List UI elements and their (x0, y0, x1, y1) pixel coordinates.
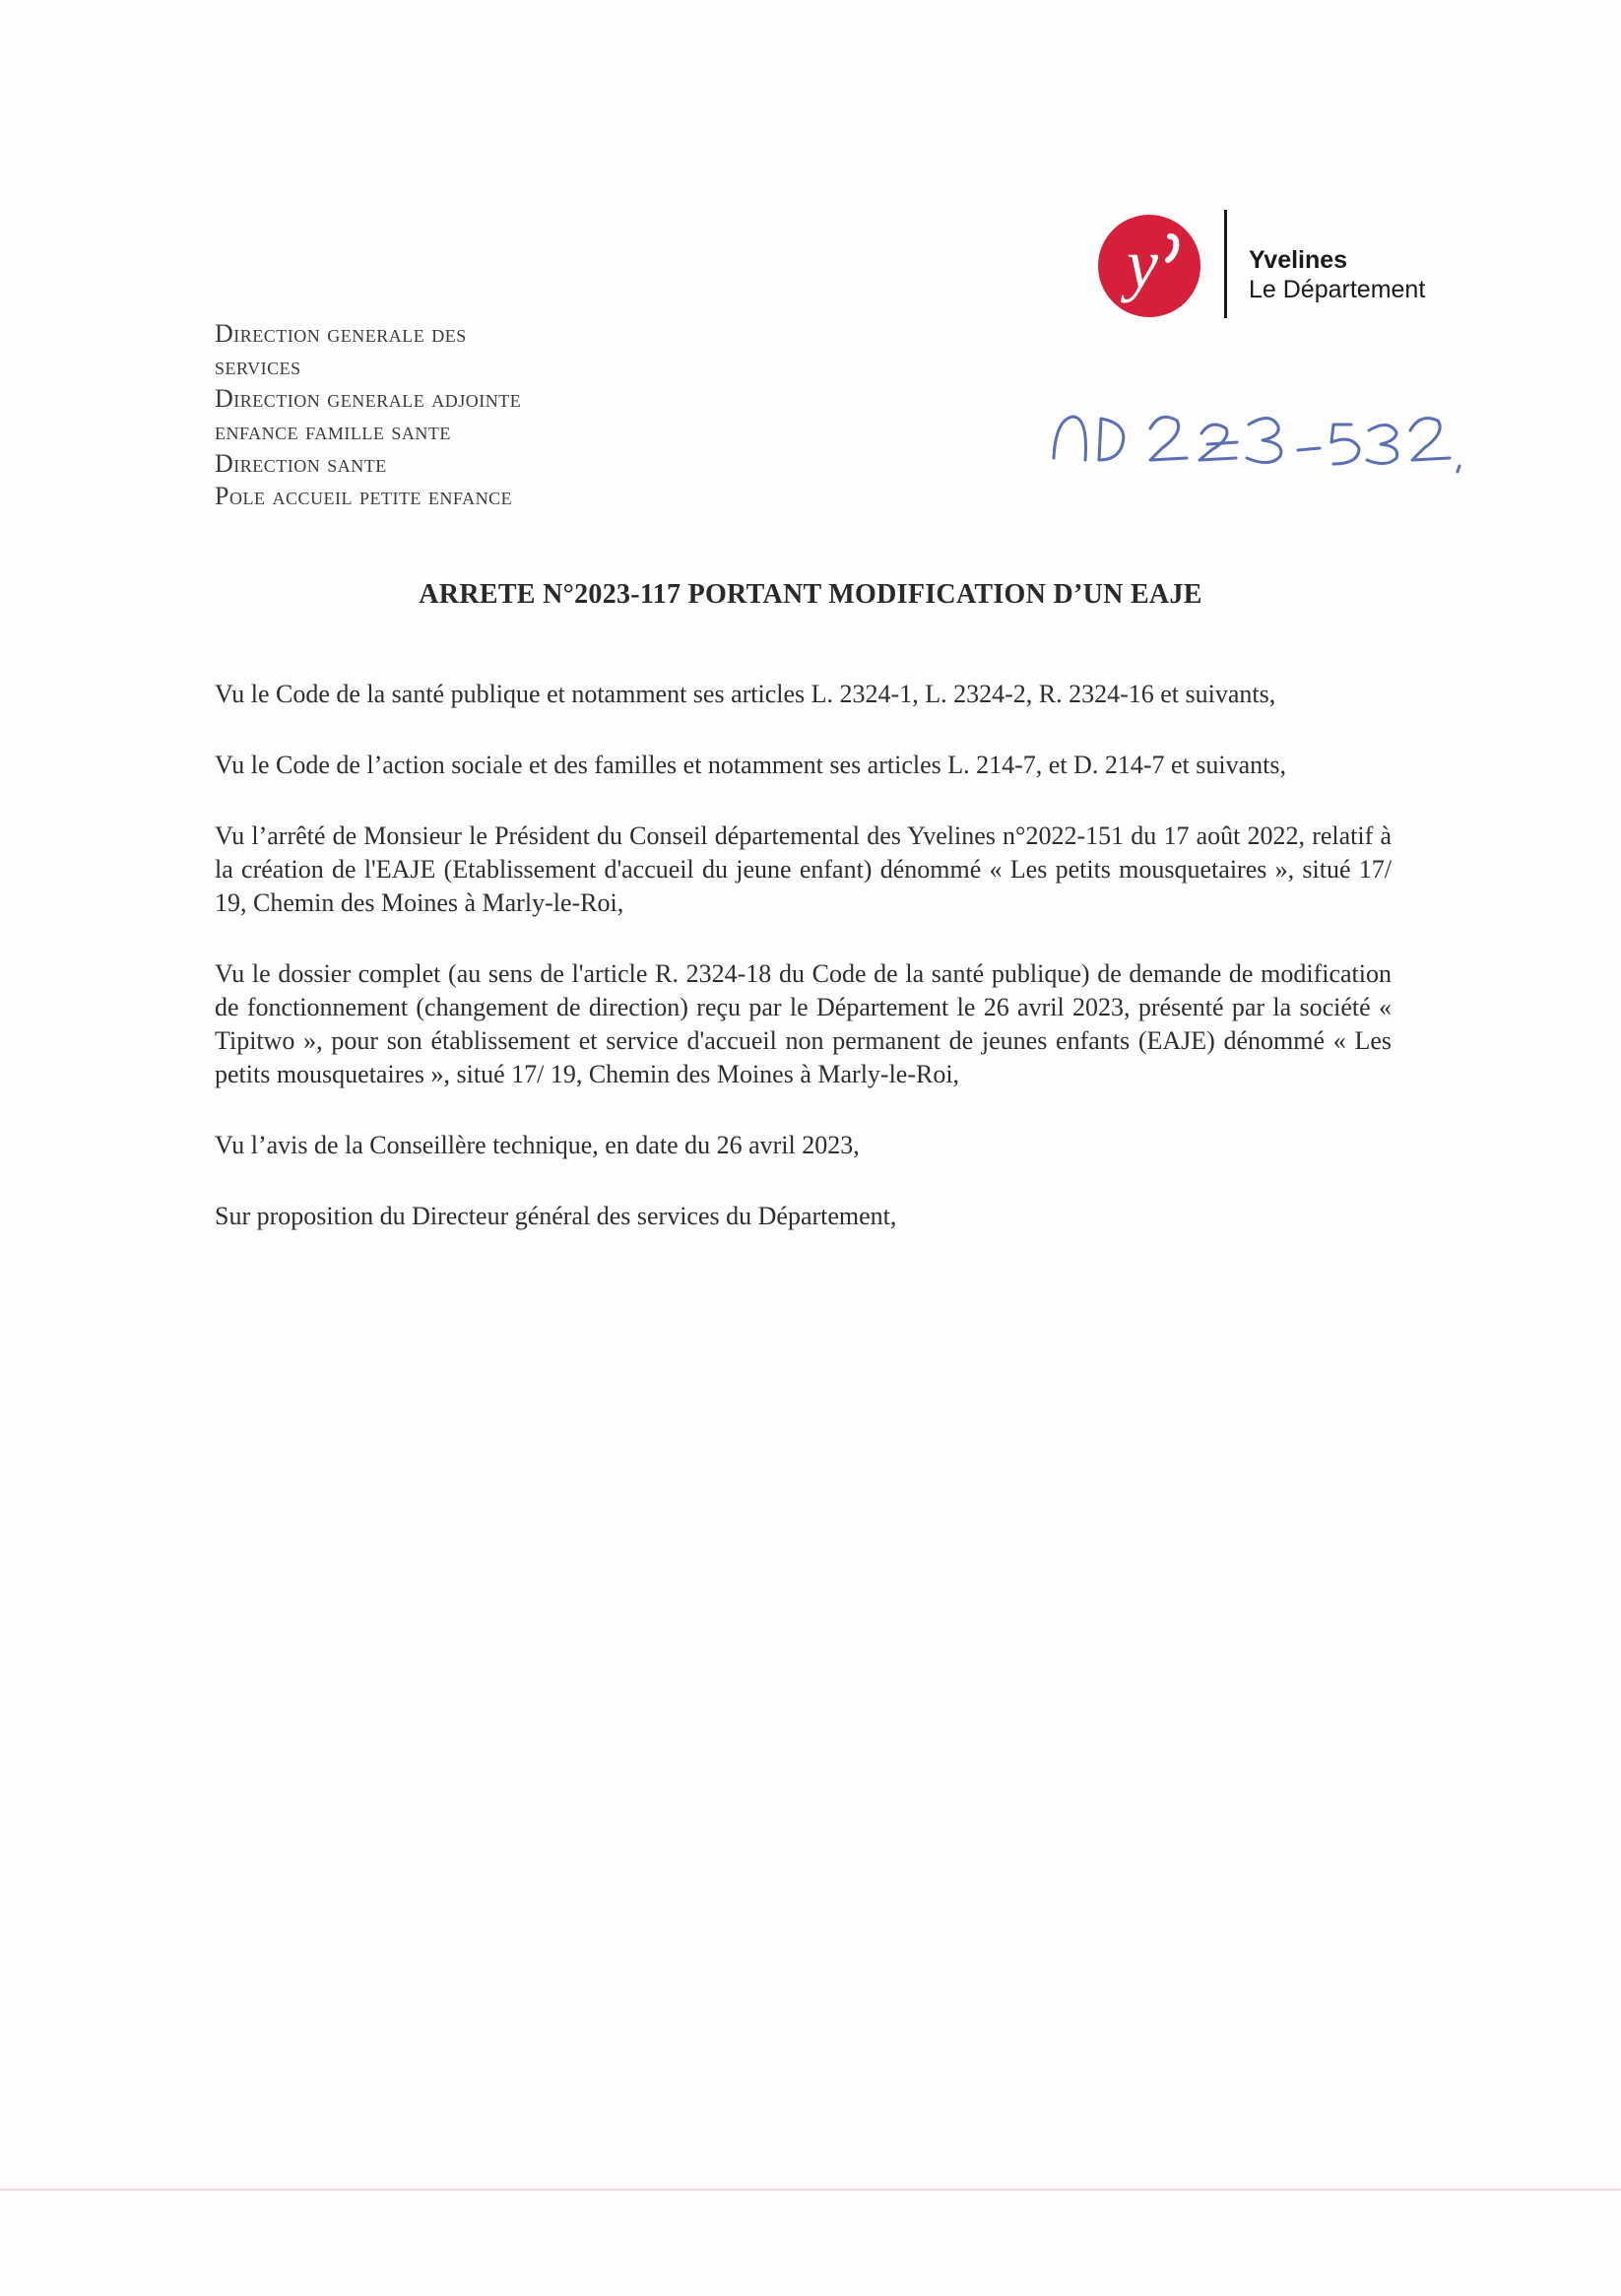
sender-line: Direction sante (215, 449, 387, 478)
sender-line: Direction generale adjointe (215, 384, 522, 413)
logo-divider (1224, 210, 1227, 318)
yvelines-logo-icon (1093, 207, 1206, 320)
department-logo (1093, 202, 1448, 320)
body-paragraph: Vu l’avis de la Conseillère technique, en date du 26 avril 2023, (215, 1131, 860, 1159)
svg-text:y: y (1127, 225, 1158, 303)
sender-line: services (215, 352, 301, 380)
logo-text (1249, 245, 1425, 304)
body-paragraph: Vu le dossier complet (au sens de l'article R. 2324-18 du Code de la santé publique) de demande de modification de fonctionnement (changement de direction) reçu par le Département le 26 avril 2023, présenté par la société « Tipitwo », pour son établissement et service d'accueil non permanent de jeunes enfants (EAJE) dénommé « Les petits mousquetaires », situé 17/ 19, Chemin des Moines à Marly-le-Roi, (215, 959, 1392, 1088)
sender-block (215, 317, 521, 512)
sender-line: Pole accueil petite enfance (215, 482, 513, 510)
logo-brand-name: Yvelines (1249, 246, 1348, 274)
scan-artifact-line (0, 2189, 1621, 2191)
body-paragraph: Vu l’arrêté de Monsieur le Président du Conseil départemental des Yvelines n°2022-151 du 17 août 2022, relatif à la création de l'EAJE (Etablissement d'accueil du jeune enfant) dénommé « Les petits mousquetaires », situé 17/ 19, Chemin des Moines à Marly-le-Roi, (215, 821, 1392, 917)
sender-line: enfance famille sante (215, 417, 451, 445)
document-title: ARRETE N°2023-117 PORTANT MODIFICATION D’UN EAJE (419, 579, 1202, 610)
sender-line: Direction generale des (215, 319, 467, 348)
document-body (215, 678, 1392, 1233)
handwritten-registration-number (1034, 389, 1467, 478)
logo-brand-sub: Le Département (1249, 276, 1426, 303)
body-paragraph: Vu le Code de la santé publique et notamment ses articles L. 2324-1, L. 2324-2, R. 2324-16 et suivants, (215, 680, 1276, 708)
body-paragraph: Vu le Code de l’action sociale et des familles et notamment ses articles L. 214-7, et D. 214-7 et suivants, (215, 751, 1286, 779)
body-paragraph: Sur proposition du Directeur général des services du Département, (215, 1202, 897, 1230)
